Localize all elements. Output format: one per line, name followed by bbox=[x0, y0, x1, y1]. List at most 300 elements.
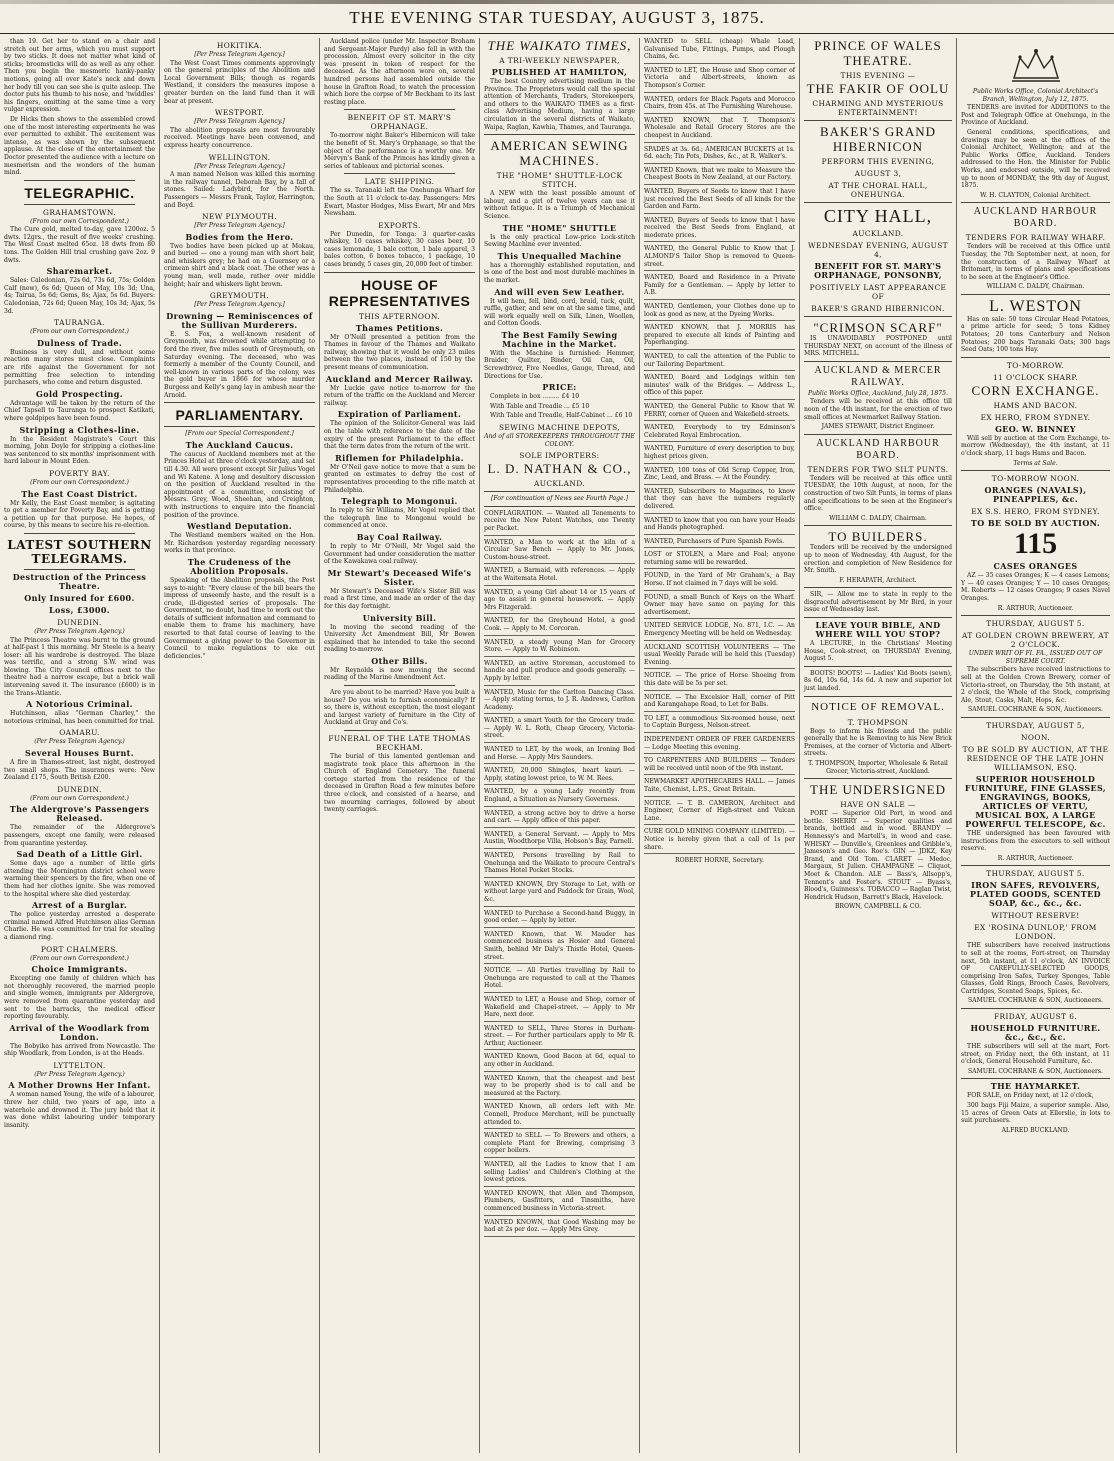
ad-text: has a thoroughly established reputation, and is one of the best and most durable machines in the market. bbox=[484, 261, 635, 284]
article-heading: Several Houses Burnt. bbox=[25, 748, 134, 759]
ad-subtitle: This Unequalled Machine bbox=[497, 250, 622, 261]
ad-text: FOUND, a small Bunch of Keys on the Wharf. Owner may have same on paying for this advertisement. bbox=[644, 593, 795, 616]
ad-subtitle: EX HERO, FROM SYDNEY. bbox=[980, 412, 1091, 422]
classified-ad bbox=[484, 617, 635, 635]
article-heading: Stripping a Clothes-line. bbox=[19, 424, 140, 435]
ad-subtitle: TO-MORROW. bbox=[1006, 360, 1065, 370]
ad-subtitle: 11 O'CLOCK SHARP. bbox=[992, 372, 1079, 382]
ad-text: WANTED, Furniture of every description to buy, highest prices given. bbox=[644, 445, 795, 460]
article-text: Hutchinson, alias "German Charley," the notorious criminal, has been committed for trial. bbox=[4, 710, 155, 725]
classified-ad bbox=[644, 757, 795, 775]
ad-text: WANTED, Board and Lodgings within ten minutes' walk of the Bridges. — Address L., office of this paper. bbox=[644, 374, 795, 397]
ad-text: NEWMARKET APOTHECARIES HALL. — James Taite, Chemist, L.P.S., Great Britain. bbox=[644, 778, 795, 793]
ad-subtitle: FRIDAY, AUGUST 6. bbox=[993, 1012, 1078, 1022]
ad-text: FOR SALE, on Friday next, at 12 o'clock, bbox=[967, 1092, 1094, 1100]
article-text: than 19. Get her to stand on a chair and stretch out her arms, which you must support by two sticks. It does not matter what kind of sticks; broomsticks will do as well as any other. Then you begin the mesmeric hanky-panky motions, going all over Kate's neck and down her body till you can see she is quite asleep. The doctor puts his thumb to his nose, and 'twiddles' his fingers, omitting at the same time a very vulgar expression. bbox=[4, 38, 155, 114]
ad-text: WANTED to LET, the House and Shop corner of Victoria and Albert-streets, known as Thompson's Corner. bbox=[644, 66, 795, 89]
section-heading-telegraphic: TELEGRAPHIC. bbox=[24, 184, 135, 201]
article-text: The Westland members waited on the Hon. Mr. Richardson yesterday regarding necessary works in that province. bbox=[164, 532, 315, 555]
ad-subtitle: SUPERIOR HOUSEHOLD FURNITURE, FINE GLASSES, ENGRAVINGS, BOOKS, ARTICLES OF VERTU, MUSICAL BOX, A LARGE POWERFUL TELESCOPE, &c. bbox=[964, 773, 1107, 829]
ad-text: With the Machine is furnished: Hemmer, Braider, Quilter, Binder, Oil Can, Oil, Screwdriver, Five Needles, Gauge, Thread, and Directions for Use. bbox=[484, 349, 635, 380]
column-2 bbox=[160, 38, 320, 1453]
ad-title: NOTICE OF REMOVAL. bbox=[811, 700, 945, 713]
classified-ad bbox=[484, 1075, 635, 1101]
ad-text: The best Country advertising medium in the Province. The Proprietors would call the special attention of Merchants, Traders, Storekeepers, and others to the WAIKATO TIMES as a first-class Advertising Medium, having a large circulation in the several districts of Waikato, Waipa, Raglan, Kawhia, Thames, and Tauranga. bbox=[484, 78, 635, 131]
ad-subtitle: ORANGES (NAVALS), PINEAPPLES, &c. bbox=[984, 485, 1087, 505]
article-heading: Choice Immigrants. bbox=[31, 964, 128, 975]
article-text: The ss. Taranaki left the Onehunga Wharf for the South at 11 o'clock to-day. Passengers: Mrs Ewart, Master Hodges, Miss Ewart, Mr and Mrs Newsham. bbox=[324, 187, 475, 218]
ad-subtitle: EX S.S. HERO, FROM SYDNEY. bbox=[971, 507, 1100, 517]
article-text: The burial of this lamented gentleman and magistrate took place this afternoon in the Church of England Cemetery. The funeral cortege started from the residence of the deceased in Grafton Road a few minutes before three o'clock, and consisted of a hearse, and two mourning carriages, followed by about twenty carriages. bbox=[324, 753, 475, 814]
ad-text: WANTED Known, Good Bacon at 6d, equal to any other in Auckland. bbox=[484, 1053, 635, 1069]
ad-title: THE WAIKATO TIMES, bbox=[487, 38, 632, 53]
signature: R. ARTHUR, Auctioneer. bbox=[997, 854, 1074, 862]
article-text: Some days ago a number of little girls attending the Mornington district school were warming their spencers by the fire, when one of them had her clothes ignite. She was removed to the hospital where she died yesterday. bbox=[4, 860, 155, 898]
ad-text: WANTED Known, that we make to Measure the Cheapest Boots in New Zealand, at our Factory. bbox=[644, 166, 795, 182]
dateline: GREYMOUTH. bbox=[209, 291, 270, 301]
article-text: Mr Reynolds is now moving the second reading of the Marine Amendment Act. bbox=[324, 666, 475, 682]
masthead-rule bbox=[0, 0, 1114, 4]
source-note: (From our own Correspondent.) bbox=[30, 794, 129, 802]
price-heading: PRICE: bbox=[542, 382, 577, 393]
ad-text: CONFLAGRATION. — Wanted all Tenements to receive the New Patent Watches, one Twenty per Packet. bbox=[484, 509, 635, 532]
dateline: LYTTELTON. bbox=[53, 1060, 106, 1070]
classified-ad bbox=[484, 1161, 635, 1187]
article-heading: Sad Death of a Little Girl. bbox=[16, 849, 143, 860]
article-text: Mr O'Neil gave notice to move that a sum be granted on estimates to defray the cost of representatives proceeding to the rifle match at Philadelphia. bbox=[324, 463, 475, 494]
column-1 bbox=[0, 38, 160, 1453]
dateline: OAMARU. bbox=[59, 728, 100, 738]
ad-text: Is the only practical Low-price Lock-stitch Sewing Machine ever invented. bbox=[484, 233, 635, 249]
ad-text: NOTICE. — The Excelsior Hall, corner of Pitt and Karangahape Road, to Let for Balls. bbox=[644, 693, 795, 709]
article-text: Mr Kelly, the East Coast member, is agitating to get a member for Poverty Bay, and is getting a petition up for that purpose. He hopes, of course, by this means to secure his re-election. bbox=[4, 499, 155, 530]
signature: SAMUEL COCHRANE & SON, Auctioneers. bbox=[968, 706, 1103, 714]
ad-text: 300 bags Fiji Maize, a superior sample. Also, 15 acres of Green Oats at Ellerslie, in lots to suit purchasers. bbox=[961, 1102, 1110, 1125]
classified-ad bbox=[484, 639, 635, 657]
article-text: In reply to Mr O'Neill, Mr Vogel said the Government had under consideration the matter of the Kawakawa coal railway. bbox=[324, 542, 475, 566]
ad-subtitle: PUBLISHED AT HAMILTON, bbox=[491, 67, 628, 77]
article-text: A fire in Thames-street, last night, destroyed two small shops. The insurances were: New Zealand £175, South British £200. bbox=[4, 759, 155, 782]
ad-subtitle: CASES ORANGES bbox=[993, 561, 1078, 572]
classified-ad bbox=[644, 217, 795, 243]
ad-text: NOTICE. — All Parties travelling by Rail to Onehunga are requested to call at the Thames Hotel. bbox=[484, 967, 635, 990]
article-heading: Expiration of Parliament. bbox=[337, 409, 462, 420]
ad-title: AUCKLAND HARBOUR BOARD. bbox=[816, 437, 940, 461]
article-heading: Westland Deputation. bbox=[186, 521, 293, 532]
article-text: The opinion of the Solicitor-General was laid on the table with reference to the date of the expiry of the present Parliament to the effect that the term dates from the return of the writ. bbox=[324, 420, 475, 451]
classified-ad bbox=[644, 274, 795, 300]
article-text: In the Resident Magistrate's Court this morning, John Doyle for stripping a clothes-line was sentenced to six months' imprisonment with hard labour in Mount Eden. bbox=[4, 435, 155, 466]
classified-ad bbox=[484, 689, 635, 715]
ad-text: WANTED, Board and Residence in a Private Family for a Gentleman. — Apply by letter to A.B. bbox=[644, 274, 795, 297]
article-text: A woman named Young, the wife of a labourer, threw her child, two years of age, into a waterhole and drowned it. The jury held that it was done whilst labouring under temporary insanity. bbox=[4, 1091, 155, 1129]
newspaper-title: THE EVENING STAR TUESDAY, AUGUST 3, 1875. bbox=[349, 8, 765, 27]
classified-ad bbox=[644, 778, 795, 796]
source-note: [Per Press Telegram Agency.] bbox=[194, 222, 285, 230]
ad-text: WANTED KNOWN, that T. Thompson's Wholesale and Retail Grocery Stores are the cheapest in Auckland. bbox=[644, 116, 795, 139]
classified-ad bbox=[644, 146, 795, 164]
classified-ad bbox=[644, 67, 795, 93]
article-heading: Riflemen for Philadelphia. bbox=[335, 452, 464, 463]
article-text: The abolition proposals are most favourably received. Meetings have been convened, and express hearty concurrence. bbox=[164, 126, 315, 149]
article-heading: Dulness of Trade. bbox=[36, 337, 123, 348]
classified-ad bbox=[484, 996, 635, 1022]
source-note: (Per Press Telegram Agency.) bbox=[34, 627, 125, 635]
article-text: A man named Nelson was killed this morning in the railway tunnel, Deborah Bay, by a fall of stones. Sailed: Ladybird, for the North. Passengers — Messrs Frank, Taylor, Harrington, and Boyd. bbox=[164, 171, 315, 209]
ad-text: Tenders will be received at this office till noon of the 4th instant, for the erection of two small offices at Newmarket Railway Station. bbox=[804, 398, 952, 421]
price-line: With Table and Treadle ... £5 10 bbox=[490, 402, 590, 410]
ad-text: FOUND, in the Yard of Mr Graham's, a Bay Horse. If not claimed in 7 days will be sold. bbox=[644, 572, 795, 588]
source-note: [Per Press Telegram Agency.] bbox=[194, 118, 285, 126]
ad-text: WANTED, a Man to work at the kiln of a Circular Saw Bench — Apply to Mr. Jones, Custom-house-street. bbox=[484, 538, 635, 561]
dateline: HOKITIKA. bbox=[216, 41, 263, 50]
article-text: The Cure gold, melted to-day, gave 1200oz. 5 dwts. 12grs., the result of five weeks' crushing. The West Coast melted 65oz. 18 dwts from 80 tons. The Golden Hill trial crushing gave 2oz. 9 dwts. bbox=[4, 226, 155, 264]
classified-ad bbox=[644, 622, 795, 640]
signature: R. ARTHUR, Auctioneer. bbox=[997, 604, 1074, 612]
ad-text: WANTED, by a young Lady recently from England, a Situation as Nursery Governess. bbox=[484, 788, 635, 804]
signature: T. THOMPSON, Importer, Wholesale & Retail Grocer, Victoria-street, Auckland. bbox=[808, 760, 948, 775]
article-text: In moving the second reading of the University Act Amendment Bill, Mr Bowen explained that he intended to take the second reading to-morrow. bbox=[324, 623, 475, 654]
signature: W. H. CLAYTON, Colonial Architect. bbox=[980, 191, 1091, 199]
source-note: [From our Special Correspondent.] bbox=[185, 430, 294, 438]
classified-ad bbox=[644, 538, 795, 549]
ad-subtitle: AT THE CHORAL HALL, ONEHUNGA. bbox=[828, 181, 928, 199]
ad-subtitle: TO-MORROW NOON. bbox=[991, 474, 1080, 484]
ad-text: WANTED, orders for Black Pagets and Morocco Chairs, from 45s. at The Furnishing Warehouse. bbox=[644, 95, 795, 111]
ad-text: WANTED, Buyers of Seeds to know that I have received the Best Seeds from England, at moderate prices. bbox=[644, 216, 795, 239]
section-heading-latest: LATEST SOUTHERN TELEGRAMS. bbox=[7, 537, 152, 566]
classified-ad bbox=[484, 881, 635, 907]
ad-text: General conditions, specifications, and drawings may be seen at the offices of the Colonial Architect, Wellington; and at the Public Works Office, Auckland. Tenders addressed to the Hon. the Minister for Public Works, and endorsed outside, will be received up to noon of MONDAY, the 9th day of August, 1875. bbox=[961, 128, 1110, 190]
source-note: [Per Press Telegram Agency.] bbox=[194, 162, 285, 170]
classified-ad bbox=[484, 1190, 635, 1216]
ad-text: The subscribers have received instructions to sell at the Golden Crown Brewery, corner of Victoria-street, on Thursday, the 5th instant, at 2 o'clock, the Whole of the Stock, comprising Ale, Stout, Casks, Malt, Hops, &c. bbox=[961, 666, 1110, 704]
article-heading: Auckland and Mercer Railway. bbox=[325, 373, 474, 384]
ad-text: Will sell by auction at the Corn Exchange, to-morrow (Wednesday), the 4th instant, at 11 o'clock sharp, 11 bags Hams and Bacon. bbox=[961, 434, 1110, 458]
classified-ad bbox=[644, 303, 795, 321]
source-note: (From our own Correspondent.) bbox=[30, 328, 129, 336]
ad-title: THE UNDERSIGNED bbox=[810, 782, 946, 798]
ad-text: IS UNAVOIDABLY POSTPONED until THURSDAY NEXT, on account of the illness of MRS. MITCHELL. bbox=[804, 335, 952, 358]
classified-ad bbox=[484, 852, 635, 878]
classified-ad bbox=[484, 931, 635, 964]
classified-ad bbox=[644, 572, 795, 590]
article-heading: Drowning — Reminiscences of the Sullivan Murderers. bbox=[166, 310, 313, 330]
ad-text: NOTICE. — The price of Horse Shoeing from this date will be 5s per set. bbox=[644, 672, 795, 687]
ad-text: THE undersigned has been favoured with instructions from the executors to sell without reserve. bbox=[961, 829, 1110, 853]
article-heading: FUNERAL OF THE LATE THOMAS BECKHAM. bbox=[328, 734, 471, 753]
ad-text: WANTED, Purchasers of Pure Spanish Fowls. bbox=[644, 537, 785, 545]
classified-ad bbox=[644, 715, 795, 733]
ad-text: Has on sale: 50 tons Circular Head Potatoes, a prime article for seed; 5 tons Kidney Potatoes; 20 tons Canterbury and Nelson Potatoes; 200 bags Taranaki Oats; 300 bags Seed Oats; 100 tons Hay. bbox=[961, 315, 1110, 354]
ad-text: CURE GOLD MINING COMPANY (LIMITED). — Notice is hereby given that a call of 1s per share. bbox=[644, 828, 795, 851]
column-3 bbox=[320, 38, 480, 1453]
classified-ad bbox=[644, 167, 795, 185]
classified-ad bbox=[644, 117, 795, 143]
ad-subtitle: Terms at Sale. bbox=[1013, 459, 1058, 467]
dateline: TAURANGA. bbox=[54, 318, 105, 328]
classified-ad bbox=[644, 403, 795, 421]
source-note: (Per Press Telegram Agency.) bbox=[34, 1070, 125, 1078]
ad-subtitle: IRON SAFES, REVOLVERS, PLATED GOODS, SCENTED SOAP, &c., &c., &c. bbox=[970, 880, 1101, 909]
ad-text: WANTED Known, that the cheapest and best way to be properly shod is to call and be measured at the Factory. bbox=[484, 1074, 635, 1097]
classified-ad bbox=[484, 910, 635, 928]
dateline: NEW PLYMOUTH. bbox=[202, 212, 277, 222]
ad-subtitle: PERFORM THIS EVENING, bbox=[821, 157, 935, 166]
signature: WILLIAM C. DALDY, Chairman. bbox=[986, 283, 1085, 291]
classified-ads bbox=[484, 510, 635, 1237]
article-text: To-morrow night Baker's Hibernicon will take the benefit of St. Mary's Orphanage, so that the object of the performance is a worthy one. Mr Mervyn's Bank of the Princes has kindly given a series of tableaux and pictorial scenes. bbox=[324, 132, 475, 170]
classified-ad bbox=[484, 1053, 635, 1071]
ad-text: WANTED KNOWN, that Good Washing may be had at 2s per doz. — Apply Mrs Grey. bbox=[484, 1218, 635, 1234]
signature: SAMUEL COCHRANE & SON, Auctioneers. bbox=[968, 997, 1103, 1005]
ad-text: It will hem, fell, bind, cord, braid, tuck, quilt, ruffle, gather, and sew on at the same time, and will work equally well on Silk, Linen, Woollen, and Cotton Goods. bbox=[484, 297, 635, 328]
ad-subtitle: THE "HOME" SHUTTLE-LOCK STITCH. bbox=[496, 171, 623, 190]
article-heading: Mr Stewart's Deceased Wife's Sister. bbox=[327, 567, 472, 587]
classified-ad bbox=[644, 188, 795, 214]
ad-text: SIR, — Allow me to state in reply to the disgraceful advertisement by Mr Bird, in your issue of Wednesday last. bbox=[804, 591, 952, 614]
section-heading-parliamentary: PARLIAMENTARY. bbox=[175, 407, 304, 424]
classified-ad bbox=[484, 539, 635, 565]
ad-text: WANTED Known, that W. Mauder has commenced business as Hosier and General Smith, behind Mr Daly's Thistle Hotel, Queen-street. bbox=[484, 930, 635, 961]
article-heading: Telegraph to Mongonui. bbox=[341, 496, 458, 507]
ad-text: WANTED to know that you can have your Heads and Hands photographed. bbox=[644, 516, 795, 532]
article-text: Advantage will be taken by the return of the Chief Tapsell to Tauranga to prospect Katikati, where goldpipes have been found. bbox=[4, 399, 155, 422]
ad-text: WANTED to SELL — To Brewers and others, a complete Plant for Brewing, comprising 3 copper boilers. bbox=[484, 1132, 635, 1155]
article-heading: A Notorious Criminal. bbox=[26, 699, 133, 710]
article-text: E. S. Fox, a well-known resident of Greymouth, was drowned while attempting to ford the river, five miles south of Greymouth, on Saturday evening. The deceased, who was formerly a member of the County Council, and well-known in various parts of the colony, was the gold buyer in 1866 for whose murder Burgess and Kelly's gang lay in ambush near the Arnold. bbox=[164, 330, 315, 399]
classified-ad bbox=[484, 788, 635, 806]
ad-subtitle: Public Works Office, Colonial Architect's Branch, Wellington, July 12, 1875. bbox=[972, 88, 1099, 103]
ad-title: AMERICAN SEWING MACHINES. bbox=[490, 138, 629, 169]
ad-text: WANTED, Subscribers to Magazines, to know that they can have the numbers regularly delivered. bbox=[644, 487, 795, 510]
ad-subtitle: WITHOUT RESERVE! bbox=[991, 911, 1080, 921]
classified-ad bbox=[484, 810, 635, 828]
ad-subtitle: WEDNESDAY EVENING, AUGUST 4, bbox=[807, 241, 949, 259]
ad-text: A LECTURE, in the Christians' Meeting House, Cook-street, on THURSDAY Evening, August 5. bbox=[804, 640, 952, 663]
ad-subtitle: BAKER'S GRAND HIBERNICON. bbox=[811, 304, 945, 313]
signature: SAMUEL COCHRANE & SON, Auctioneers. bbox=[968, 1067, 1103, 1075]
ad-subtitle: GEO. W. BINNEY bbox=[995, 423, 1076, 434]
ad-text: WANTED to LET, by the week, an Ironing Bed and Horse. — Apply Mrs Saunders. bbox=[484, 746, 635, 761]
ad-subtitle: THURSDAY, AUGUST 5. bbox=[986, 619, 1085, 629]
dateline: WELLINGTON. bbox=[208, 152, 271, 162]
ad-title: CORN EXCHANGE. bbox=[971, 382, 1100, 398]
ad-text: PORT — Superior Old Port, in wood and bottle. SHERRY — Superior qualities and brands, bottled and in wood. BRANDY — Hennessy's and Martell's, in wood and case. WHISKY — Dunville's, Greenlees and Gribble's, Jameson's and Geo. Roe's. GIN — JDKZ, Key Brand, and Old Tom. CLARET — Medoc, Margaux, St Julien. CHAMPAGNE — Cliquot, Moet & Chandon. ALE — Bass's, Allsopp's, Tennent's and Foster's. STOUT — Byass's, Blood's, Guinness's. TOBACCO — Raglan Twist, Hendrick Hudson, Barrett's Black, Havelock. bbox=[804, 810, 952, 901]
classified-ad bbox=[484, 589, 635, 615]
dateline: PORT CHALMERS. bbox=[40, 944, 119, 954]
ad-subtitle: LEAVE YOUR BIBLE, AND WHERE WILL YOU STOP? bbox=[815, 620, 941, 640]
article-text: Sales: Caledonian, 72s 6d, 73s 6d, 75s; Golden Calf (new), 6s 6d; Queen of May, 10s 3d; Una, 4s; Tairua, 5s 6d; Gems, 8s; Ajax, 5s 6d. Buyers: Caledonian, 72s 6d; Queen May, 10s 3d; Ajax, 5s 3d. bbox=[4, 277, 155, 315]
ad-title: L. D. NATHAN & CO., bbox=[487, 461, 632, 477]
article-text: Business is very dull, and without some reaction many stores must close. Complaints are rife against the Government for not permitting free selection to intending purchasers, who come and return disgusted. bbox=[4, 348, 155, 387]
classified-ad bbox=[644, 800, 795, 826]
ad-subtitle: And of all STOREKEEPERS THROUGHOUT THE COLONY. bbox=[484, 433, 635, 448]
masthead bbox=[0, 0, 1114, 34]
source-note: (From our own Correspondent.) bbox=[30, 954, 129, 962]
price-line: Complete in box ......... £4 10 bbox=[490, 393, 580, 401]
classified-ad bbox=[644, 672, 795, 690]
ad-subtitle: T. THOMPSON bbox=[847, 717, 909, 727]
ad-text: WANTED, the General Public to Know that J. ALMOND'S Tailor Shop is removed to Queen-street. bbox=[644, 245, 795, 268]
source-note: [Per Press Telegram Agency.] bbox=[194, 51, 285, 58]
ad-title: THE FAKIR OF OOLU bbox=[806, 81, 950, 96]
article-heading: University Bill. bbox=[362, 612, 437, 623]
ad-subtitle: UNDER WRIT OF FI. FA., ISSUED OUT OF SUPREME COURT. bbox=[968, 650, 1103, 665]
ad-text: WANTED, for the Greyhound Hotel, a good Cook. — Apply to M. Corcoran. bbox=[484, 617, 635, 632]
article-heading: BENEFIT OF ST. MARY'S ORPHANAGE. bbox=[347, 113, 452, 132]
ad-text: WANTED, a smart Youth for the Grocery trade. — Apply W. L. Roth, Cheap Grocery, Victoria-street. bbox=[484, 717, 635, 740]
ad-text: WANTED, an active Storeman, accustomed to handle and pull produce and goods generally. — Apply by letter. bbox=[484, 659, 635, 682]
ad-title: AUCKLAND HARBOUR BOARD. bbox=[973, 206, 1098, 230]
article-text: Mr Stewart's Deceased Wife's Sister Bill was read a first time, and made an order of the day for this day fortnight. bbox=[324, 587, 475, 610]
ad-text: BOOTS! BOOTS! — Ladies' Kid Boots (sewn), 8s 6d, 10s 6d, 14s 6d. A new and superior lot just landed. bbox=[804, 669, 952, 693]
ad-text: AUCKLAND SCOTTISH VOLUNTEERS — The usual Weekly Parade will be held this (Tuesday) Evening. bbox=[644, 643, 795, 666]
ad-text: Begs to inform his friends and the public generally that he is Removing to his New Brick Premises, at the corner of Victoria and Albert-streets. bbox=[804, 727, 952, 758]
article-text: The Bobyiko has arrived from Newcastle. The ship Woodlark, from London, is at the Heads. bbox=[4, 1042, 155, 1058]
classified-ad bbox=[484, 717, 635, 743]
ad-text: WANTED, Music for the Carlton Dancing Class. — Apply stating terms, to J. R. Andrews, Carlton Academy. bbox=[484, 688, 635, 711]
ad-subtitle: TENDERS FOR RAILWAY WHARF. bbox=[965, 233, 1106, 243]
article-text: The West Coast Times comments approvingly on the general principles of the Abolition and Local Government Bills; though as regards Westland, it considers the measures impose a greater burden on the land fund than it will bear at present. bbox=[164, 59, 315, 105]
ad-text: WANTED, all the Ladies to know that I am selling Ladies' and Children's Clothing at the lowest prices. bbox=[484, 1161, 635, 1184]
ad-text: WANTED to SELL, Three Stores in Durham-street. — For further particulars apply to Mr R. Arthur, Auctioneer. bbox=[484, 1024, 635, 1047]
ad-title: AUCKLAND & MERCER RAILWAY. bbox=[814, 364, 942, 388]
ad-subtitle: TENDERS FOR TWO SILT PUNTS. bbox=[807, 464, 949, 474]
headline: Only Insured for £600. bbox=[24, 592, 135, 603]
column-5 bbox=[640, 38, 800, 1453]
article-text: The police yesterday arrested a desperate criminal named Alfred Hutchinson alias German Charlie. He was committed for trial for stealing a diamond ring. bbox=[4, 911, 155, 941]
ad-text: A NEW with the least possible amount of labour, and a girl of twelve years can use it without fatigue. It is a Triumph of Mechanical Science. bbox=[484, 190, 635, 220]
signature: ALFRED BUCKLAND. bbox=[1001, 1126, 1070, 1134]
source-note: [Per Press Telegram Agency.] bbox=[194, 301, 285, 309]
classified-ad bbox=[644, 424, 795, 442]
ad-text: WANTED to LET, a House and Shop, corner of Wakefield and Chapel-street. — Apply to Mr Hare, next door. bbox=[484, 995, 635, 1019]
ad-text: WANTED, a strong active boy to drive a horse and cart. — Apply office of this paper. bbox=[484, 809, 635, 825]
article-heading: Bay Coal Railway. bbox=[356, 531, 443, 542]
article-heading: Bodies from the Hero. bbox=[185, 231, 294, 242]
ad-subtitle: AUCKLAND. bbox=[852, 229, 904, 238]
article-heading: Sharemarket. bbox=[46, 266, 113, 277]
classified-ad bbox=[644, 324, 795, 350]
ad-title: TO BUILDERS. bbox=[828, 529, 928, 545]
article-heading: The Crudeness of the Abolition Proposals. bbox=[187, 556, 292, 576]
ad-title: "CRIMSON SCARF" bbox=[813, 320, 943, 335]
ad-text: WANTED, to call the attention of the Public to our Tailoring Department. bbox=[644, 353, 795, 368]
ad-subtitle: And will even Sew Leather. bbox=[494, 286, 625, 297]
ad-subtitle: HAMS AND BACON. bbox=[993, 400, 1078, 410]
ad-title: CITY HALL, bbox=[823, 206, 933, 226]
ad-subtitle: The Best Family Sewing Machine in the Market. bbox=[501, 329, 618, 349]
classified-ad bbox=[644, 517, 795, 535]
article-text: Per Dunedin, for Tonga: 3 quarter-casks whiskey, 10 cases whiskey, 30 cases beer, 10 cases lemonade, 1 bale cotton, 1 bale apparel, 3 bales cotton, 6 boxes tobacco, 1 package, 10 cases brandy, 5 cases gin, 20,000 feet of timber. bbox=[324, 230, 475, 269]
ad-subtitle: CHARMING AND MYSTERIOUS ENTERTAINMENT! bbox=[812, 99, 944, 117]
classified-ad bbox=[644, 445, 795, 463]
signature: WILLIAM C. DALDY, Chairman. bbox=[829, 514, 927, 522]
article-text: The remainder of the Aldergrove's passengers, except one family, were released from quarantine yesterday. bbox=[4, 824, 155, 847]
ad-subtitle: AUGUST 3, bbox=[854, 169, 902, 178]
ad-text: INDEPENDENT ORDER OF FREE GARDENERS — Lodge Meeting this evening. bbox=[644, 735, 795, 751]
classified-ad bbox=[484, 1103, 635, 1129]
ad-text: WANTED, 20,000 Shingles, heart kauri. — Apply, stating lowest price, to W. M. Rees. bbox=[484, 767, 635, 782]
section-subheading: THIS AFTERNOON. bbox=[359, 311, 440, 321]
ad-text: WANTED to Purchase a Second-hand Buggy, in good order. — Apply by letter. bbox=[484, 909, 635, 925]
classified-ad bbox=[644, 488, 795, 514]
classified-ad bbox=[644, 374, 795, 400]
newspaper-columns bbox=[0, 38, 1114, 1453]
article-heading: The Aldergrove's Passengers Released. bbox=[9, 804, 150, 824]
ad-text: WANTED, Everybody to try Edminson's Celebrated Royal Embrocation. bbox=[644, 424, 795, 439]
ad-text: THE subscribers have received instructions to sell at the rooms, Fort-street, on Thursday next, 5th instant, at 11 o'clock, AN INVOICE OF CAREFULLY-SELECTED GOODS, comprising Iron Safes, Turkey Sponges, Table Glasses, Gold Rings, Brooch Cases, Revolvers, Cartridges, Scented Soaps, Spices, &c. bbox=[961, 942, 1110, 995]
classified-ad bbox=[644, 828, 795, 854]
ad-subtitle: TO BE SOLD BY AUCTION. bbox=[970, 518, 1101, 529]
price-line: With Table and Treadle, Half-Cabinet ... £6 10 bbox=[490, 412, 633, 420]
ad-subtitle: THURSDAY, AUGUST 5. bbox=[986, 869, 1085, 879]
crown-emblem-icon bbox=[1006, 44, 1066, 84]
case-count: 115 bbox=[1013, 527, 1058, 561]
ad-text: WANTED, a Barmaid, with references. — Apply at the Waitemata Hotel. bbox=[484, 567, 635, 582]
section-heading-house: HOUSE OF REPRESENTATIVES bbox=[328, 276, 471, 309]
ad-subtitle: Public Works Office, Auckland, July 28, 1875. bbox=[808, 389, 948, 397]
classified-ad bbox=[644, 467, 795, 485]
signature: JAMES STEWART, District Engineer. bbox=[821, 423, 935, 431]
article-heading: The Auckland Caucus. bbox=[185, 439, 294, 450]
classified-ad bbox=[644, 96, 795, 114]
dateline: POVERTY BAY. bbox=[49, 468, 110, 478]
ad-title: PRINCE OF WALES THEATRE. bbox=[814, 38, 942, 68]
article-heading: Thames Petitions. bbox=[355, 322, 444, 333]
article-heading: The East Coast District. bbox=[21, 488, 138, 499]
article-heading: EXPORTS. bbox=[378, 220, 421, 230]
ad-text: WANTED to SELL (cheap) Whale Lead, Galvanised Tube, Fittings, Pumps, and Plough Chains, &c. bbox=[644, 38, 795, 61]
ad-subtitle: HOUSEHOLD FURNITURE. &c., &c., &c. bbox=[970, 1023, 1101, 1043]
ad-subtitle: THIS EVENING — bbox=[840, 71, 916, 80]
ad-text: WANTED, a steady young Man for Grocery Store. — Apply to W. Robinson. bbox=[484, 638, 635, 654]
ad-text: TO LET, a commodious Six-roomed house, next to Captain Burgess, Nelson-street. bbox=[644, 714, 795, 730]
ad-subtitle: THE "HOME" SHUTTLE bbox=[502, 222, 617, 233]
dateline: GRAHAMSTOWN. bbox=[43, 207, 116, 217]
classified-ad bbox=[484, 831, 635, 849]
ad-subtitle: THURSDAY, AUGUST 5, bbox=[986, 720, 1085, 730]
article-heading: Gold Prospecting. bbox=[36, 388, 123, 399]
ad-text: WANTED, a General Servant. — Apply to Mrs Austin, Woodthorpe Villa, Hobson's Bay, Parnell. bbox=[484, 830, 635, 846]
article-heading: A Mother Drowns Her Infant. bbox=[8, 1080, 151, 1091]
ad-text: WANTED KNOWN, that J. MORRIS has prepared to execute all kinds of Painting and Paperhanging. bbox=[644, 324, 795, 347]
ad-subtitle: THE HAYMARKET. bbox=[990, 1081, 1081, 1092]
ad-subtitle: NOON. bbox=[1021, 732, 1050, 742]
signature: BROWN, CAMPBELL & CO. bbox=[834, 903, 922, 911]
ad-title: L. WESTON bbox=[989, 297, 1082, 315]
column-6 bbox=[800, 38, 957, 1453]
ad-text: SPADES at 3s. 6d.; AMERICAN BUCKETS at 1s. 6d. each; Tin Pots, Dishes, &c., at R. Walker's. bbox=[644, 145, 795, 161]
headline: Loss, £3000. bbox=[49, 604, 110, 615]
signature: ROBERT HORNE, Secretary. bbox=[675, 857, 764, 865]
classified-ad bbox=[644, 694, 795, 712]
article-heading: Other Bills. bbox=[371, 655, 428, 666]
article-heading: Arrival of the Woodlark from London. bbox=[9, 1022, 150, 1042]
dateline: DUNEDIN. bbox=[57, 617, 102, 627]
article-text: Mr O'Neill presented a petition from the Thames in favour of the Thames and Waikato railway, showing that it would be only 23 miles between the two places, instead of 150 by the present means of communication. bbox=[324, 333, 475, 372]
classified-ad bbox=[644, 245, 795, 271]
ad-text: UNITED SERVICE LODGE, No. 871, I.C. — An Emergency Meeting will be held on Wednesday. bbox=[644, 622, 795, 638]
signature: F. HERAPATH, Architect. bbox=[839, 576, 917, 584]
article-heading: LATE SHIPPING. bbox=[364, 177, 435, 187]
article-text: Are you about to be married? Have you built a house? Do you wish to furnish economically? If so, there is, without exception, the most elegant and largest variety of furniture in the City of Auckland at Gray and Co's. bbox=[324, 689, 475, 727]
ad-text: NOTICE. — T. B. CAMERON, Architect and Engineer, Corner of High-street and Vulcan Lane. bbox=[644, 799, 795, 822]
classified-ad bbox=[644, 644, 795, 670]
column-4 bbox=[480, 38, 640, 1453]
headline: Destruction of the Princess Theatre. bbox=[12, 571, 147, 591]
